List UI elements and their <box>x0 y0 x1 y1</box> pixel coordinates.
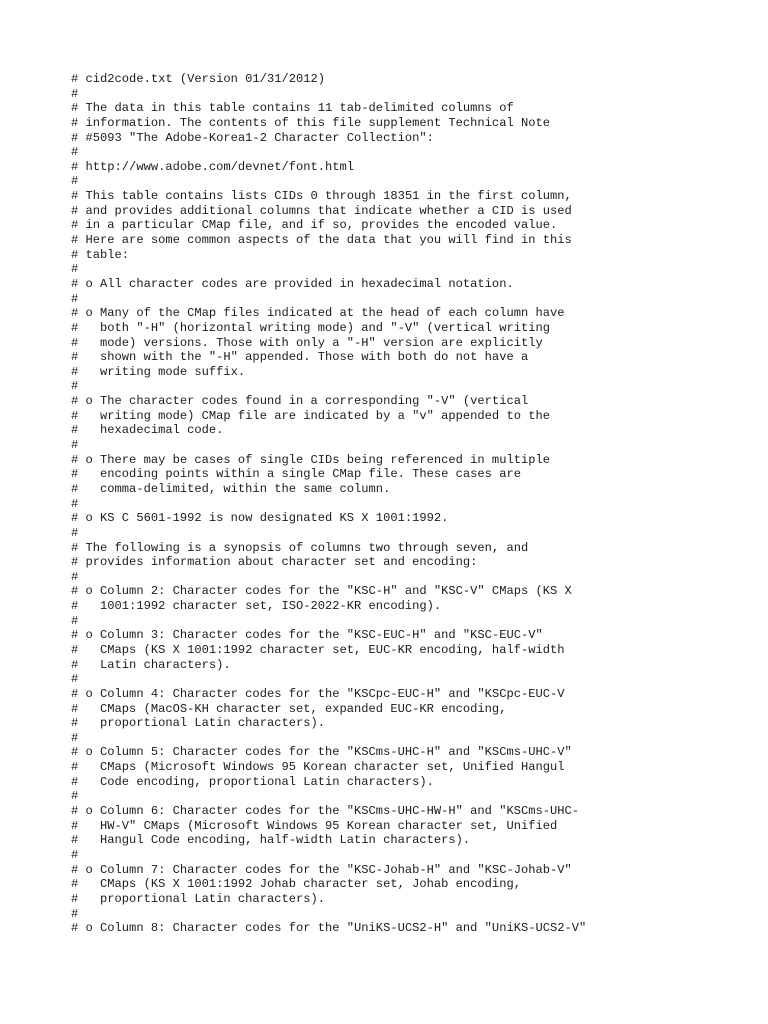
text-line: # o KS C 5601-1992 is now designated KS X 1001:1992. <box>71 511 449 526</box>
text-line: # in a particular CMap file, and if so, provides the encoded value. <box>71 218 558 233</box>
text-line: # proportional Latin characters). <box>71 891 326 906</box>
text-line: # http://www.adobe.com/devnet/font.html <box>71 159 355 174</box>
text-line: # provides information about character set and encoding: <box>71 555 478 570</box>
text-line: # writing mode suffix. <box>71 364 246 379</box>
text-line: # o Column 5: Character codes for the "KSCms-UHC-H" and "KSCms-UHC-V" <box>71 745 572 760</box>
text-line: # mode) versions. Those with only a "-H" version are explicitly <box>71 335 543 350</box>
text-line: # <box>71 525 79 540</box>
text-line: # <box>71 789 79 804</box>
text-line: # and provides additional columns that indicate whether a CID is used <box>71 203 572 218</box>
text-line: # <box>71 847 79 862</box>
text-line: # both "-H" (horizontal writing mode) and "-V" (vertical writing <box>71 320 550 335</box>
text-line: # <box>71 906 79 921</box>
text-line: # o Column 3: Character codes for the "KSC-EUC-H" and "KSC-EUC-V" <box>71 628 543 643</box>
text-line: # <box>71 496 79 511</box>
text-line: # The data in this table contains 11 tab-delimited columns of <box>71 101 514 116</box>
text-line: # table: <box>71 247 130 262</box>
text-line: # writing mode) CMap file are indicated by a "v" appended to the <box>71 408 550 423</box>
text-line: # Latin characters). <box>71 657 231 672</box>
text-line: # information. The contents of this file supplement Technical Note <box>71 115 550 130</box>
text-line: # cid2code.txt (Version 01/31/2012) <box>71 72 326 86</box>
text-line: # <box>71 291 79 306</box>
text-line: # <box>71 438 79 453</box>
text-line: # HW-V" CMaps (Microsoft Windows 95 Korean character set, Unified <box>71 818 558 833</box>
text-line: # o Column 7: Character codes for the "KSC-Johab-H" and "KSC-Johab-V" <box>71 862 572 877</box>
text-line: # <box>71 86 79 101</box>
text-line: # <box>71 174 79 189</box>
text-line: # 1001:1992 character set, ISO-2022-KR encoding). <box>71 599 442 614</box>
text-line: # Here are some common aspects of the data that you will find in this <box>71 233 572 248</box>
text-line: # CMaps (KS X 1001:1992 Johab character set, Johab encoding, <box>71 877 521 892</box>
text-line: # comma-delimited, within the same column. <box>71 481 391 496</box>
text-line: # CMaps (KS X 1001:1992 character set, EUC-KR encoding, half-width <box>71 642 565 657</box>
text-line: # CMaps (Microsoft Windows 95 Korean character set, Unified Hangul <box>71 760 565 775</box>
text-line: # proportional Latin characters). <box>71 716 326 731</box>
text-line: # <box>71 613 79 628</box>
text-line: # o The character codes found in a corresponding "-V" (vertical <box>71 394 529 409</box>
text-line: # shown with the "-H" appended. Those with both do not have a <box>71 350 529 365</box>
text-line: # encoding points within a single CMap file. These cases are <box>71 467 521 482</box>
text-line: # <box>71 672 79 687</box>
text-line: # Hangul Code encoding, half-width Latin characters). <box>71 833 471 848</box>
text-line: # o Many of the CMap files indicated at the head of each column have <box>71 306 565 321</box>
text-line: # o Column 6: Character codes for the "KSCms-UHC-HW-H" and "KSCms-UHC- <box>71 804 580 819</box>
text-line: # <box>71 145 79 160</box>
text-line: # o Column 2: Character codes for the "KSC-H" and "KSC-V" CMaps (KS X <box>71 584 572 599</box>
text-line: # Code encoding, proportional Latin characters). <box>71 774 434 789</box>
text-line: # This table contains lists CIDs 0 through 18351 in the first column, <box>71 189 572 204</box>
text-line: # The following is a synopsis of columns two through seven, and <box>71 540 529 555</box>
text-line: # <box>71 569 79 584</box>
text-line: # o Column 4: Character codes for the "KSCpc-EUC-H" and "KSCpc-EUC-V <box>71 686 565 701</box>
text-line: # #5093 "The Adobe-Korea1-2 Character Collection": <box>71 130 434 145</box>
text-line: # o Column 8: Character codes for the "UniKS-UCS2-H" and "UniKS-UCS2-V" <box>71 921 587 936</box>
text-line: # hexadecimal code. <box>71 423 224 438</box>
document-text <box>71 72 751 936</box>
text-line: # CMaps (MacOS-KH character set, expanded EUC-KR encoding, <box>71 701 507 716</box>
text-line: # <box>71 262 79 277</box>
text-line: # <box>71 730 79 745</box>
text-line: # o All character codes are provided in hexadecimal notation. <box>71 276 514 291</box>
text-line: # o There may be cases of single CIDs being referenced in multiple <box>71 452 550 467</box>
text-line: # <box>71 379 79 394</box>
